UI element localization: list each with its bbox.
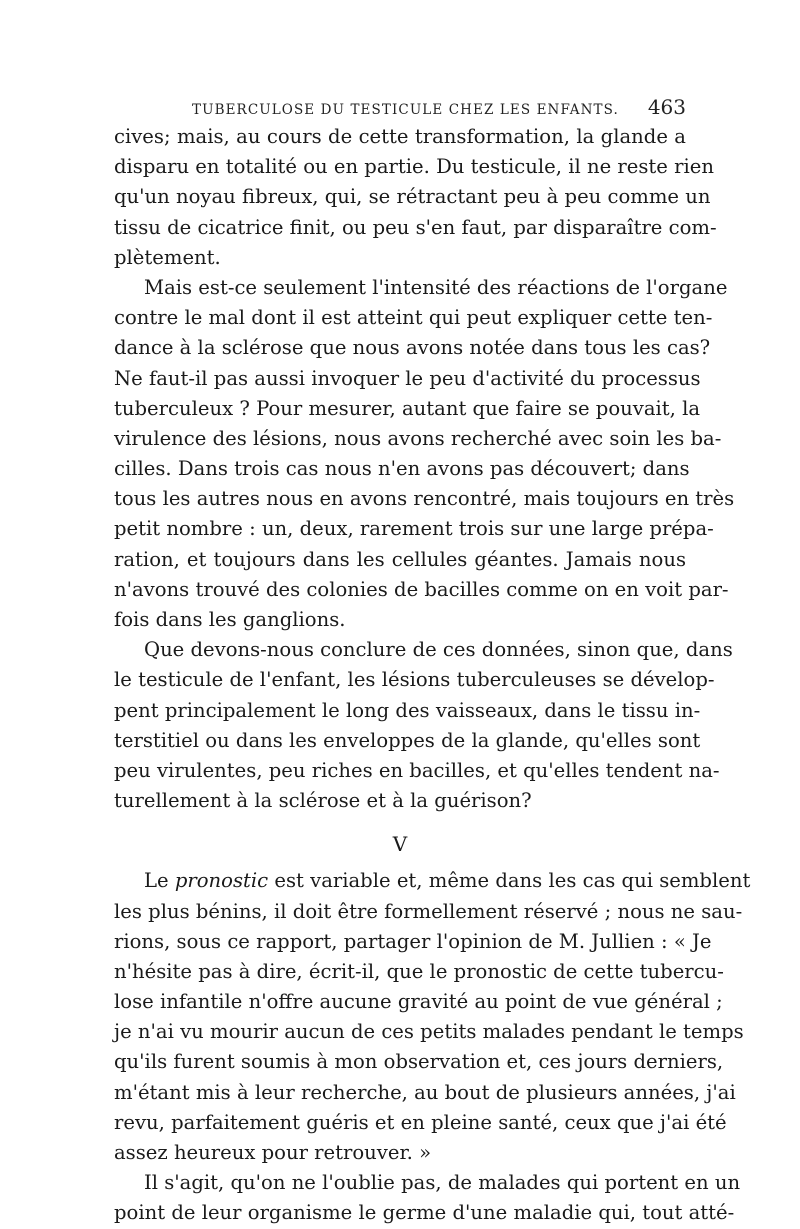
paragraph-2 [114,273,735,635]
text-line: plètement. [114,245,221,269]
text-line: Que devons-nous conclure de ces données, sinon que, dans [144,638,733,662]
text-line: contre le mal dont il est atteint qui peut expliquer cette ten- [114,306,713,330]
text-line: le testicule de l'enfant, les lésions tuberculeuses se dévelop- [114,668,715,692]
text-line: fois dans les ganglions. [114,608,346,631]
text-line: tuberculeux ? Pour mesurer, autant que faire se pouvait, la [114,396,701,420]
paragraph-1 [114,122,717,273]
text-line: je n'ai vu mourir aucun de ces petits malades pendant le temps [114,1020,744,1044]
text-line: tissu de cicatrice finit, ou peu s'en faut, par disparaître com- [114,215,717,239]
text-line: Mais est-ce seulement l'intensité des réactions de l'organe [144,275,728,299]
text-line: virulence des lésions, nous avons recherché avec soin les ba- [114,426,722,450]
text-line: peu virulentes, peu riches en bacilles, et qu'elles tendent na- [114,758,720,782]
running-title: TUBERCULOSE DU TESTICULE CHEZ LES ENFANTS. [192,102,619,118]
text-line [114,866,751,896]
page-number: 463 [647,95,686,119]
text-line: Il s'agit, qu'on ne l'oublie pas, de malades qui portent en un [144,1171,741,1195]
text-line: tous les autres nous en avons rencontré, mais toujours en très [114,487,735,511]
text-line: cives; mais, au cours de cette transformation, la glande a [114,125,686,148]
text-line: disparu en totalité ou en partie. Du testicule, il ne reste rien [114,155,714,179]
text-line: qu'ils furent soumis à mon observation et, ces jours derniers, [114,1050,724,1074]
text-line: rions, sous ce rapport, partager l'opinion de M. Jullien : « Je [114,929,712,953]
text-line: m'étant mis à leur recherche, au bout de plusieurs années, j'ai [114,1080,736,1104]
text-line: ration, et toujours dans les cellules géantes. Jamais nous [114,547,686,571]
text-line: assez heureux pour retrouver. » [114,1141,432,1164]
text-line: terstitiel ou dans les enveloppes de la glande, qu'elles sont [114,728,701,752]
section-heading: V [392,832,408,857]
text-line: n'avons trouvé des colonies de bacilles comme on en voit par- [114,577,729,601]
text-line: les plus bénins, il doit être formellement réservé ; nous ne sau- [114,899,743,923]
text-line: turellement à la sclérose et à la guérison? [114,789,532,813]
text-line: pent principalement le long des vaisseaux, dans le tissu in- [114,698,701,722]
paragraph-4 [114,866,751,1168]
page-body [114,122,751,1229]
paragraph-3 [114,635,733,816]
text-line: revu, parfaitement guéris et en pleine santé, ceux que j'ai été [114,1110,727,1134]
text-fragment: est variable et, même dans les cas qui semblent [268,869,751,893]
text-line: point de leur organisme le germe d'une maladie qui, tout atté- [114,1201,735,1225]
text-line: Ne faut-il pas aussi invoquer le peu d'activité du processus [114,366,701,390]
paragraph-5 [114,1168,741,1228]
text-line: cilles. Dans trois cas nous n'en avons pas découvert; dans [114,457,690,481]
text-line: qu'un noyau fibreux, qui, se rétractant peu à peu comme un [114,185,711,209]
text-line: dance à la sclérose que nous avons notée dans tous les cas? [114,336,711,360]
text-line: petit nombre : un, deux, rarement trois sur une large prépa- [114,517,714,541]
text-line: lose infantile n'offre aucune gravité au point de vue général ; [114,990,723,1014]
running-header [114,92,686,122]
text-fragment: Le [144,869,175,893]
italic-term: pronostic [174,869,269,893]
text-line: n'hésite pas à dire, écrit-il, que le pronostic de cette tubercu- [114,959,724,983]
book-page [114,92,751,1229]
